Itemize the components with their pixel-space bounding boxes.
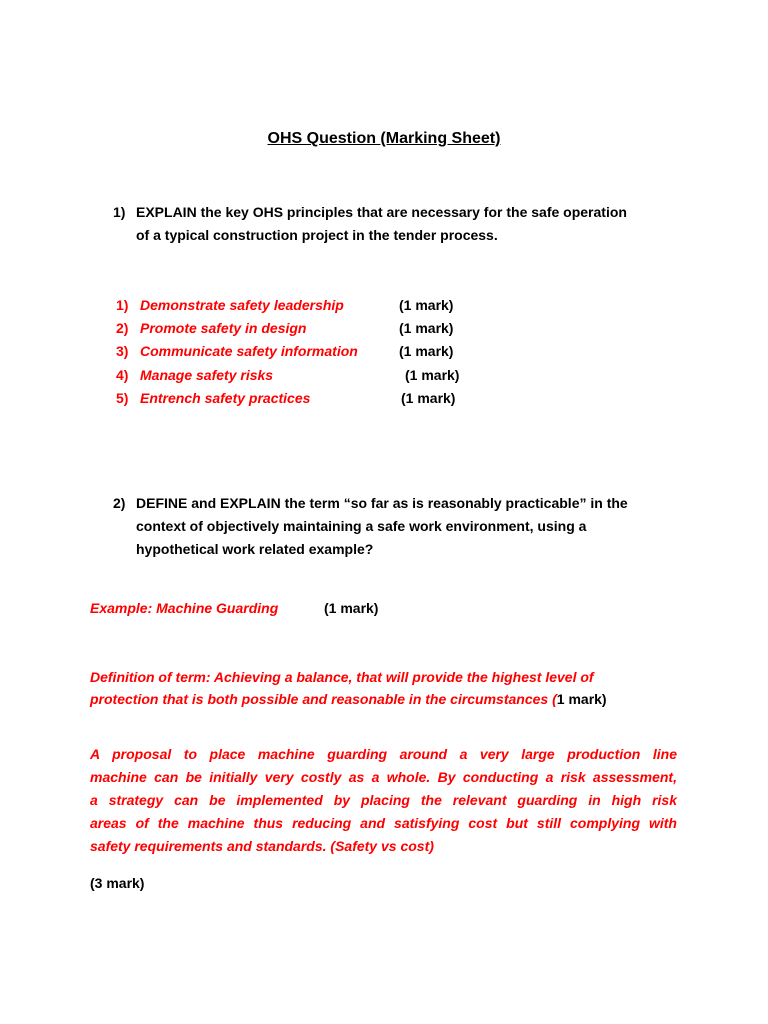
question-text: DEFINE and EXPLAIN the term “so far as is reasonably practicable” in the [136, 495, 628, 511]
answer-text: Entrench safety practices [140, 390, 311, 406]
definition-open-paren: ( [552, 691, 557, 707]
question-number: 2) [113, 495, 126, 511]
paragraph-line: areas of the machine thus reducing and satisfying cost but still complying with [90, 815, 677, 831]
answer-text: Demonstrate safety leadership [140, 297, 344, 313]
answer-mark: (1 mark) [399, 297, 454, 313]
definition-mark: 1 mark) [556, 691, 607, 707]
paragraph-mark: (3 mark) [90, 875, 145, 891]
answer-number: 3) [116, 343, 129, 359]
answer-mark: (1 mark) [399, 343, 454, 359]
question-text: context of objectively maintaining a safe work environment, using a [136, 518, 587, 534]
example-text: Example: Machine Guarding [90, 600, 279, 616]
paragraph-line: a strategy can be implemented by placing the relevant guarding in high risk [90, 792, 677, 808]
definition-text: Definition of term: Achieving a balance, that will provide the highest level of [90, 669, 594, 685]
answer-text: Manage safety risks [140, 367, 274, 383]
answer-text: Communicate safety information [140, 343, 358, 359]
answer-number: 4) [116, 367, 129, 383]
definition-text: protection that is both possible and reasonable in the circumstances [90, 691, 549, 707]
question-text: of a typical construction project in the tender process. [136, 227, 498, 243]
answer-text: Promote safety in design [140, 320, 307, 336]
answer-number: 1) [116, 297, 129, 313]
answer-mark: (1 mark) [399, 320, 454, 336]
answer-number: 2) [116, 320, 129, 336]
answer-number: 5) [116, 390, 129, 406]
definition-line-2 [90, 690, 607, 708]
paragraph-line: safety requirements and standards. (Safety vs cost) [90, 838, 434, 854]
answer-mark: (1 mark) [405, 367, 460, 383]
answer-mark: (1 mark) [401, 390, 456, 406]
question-text: EXPLAIN the key OHS principles that are necessary for the safe operation [136, 204, 627, 220]
example-mark: (1 mark) [324, 600, 379, 616]
paragraph-line: machine can be initially very costly as a whole. By conducting a risk assessment, [90, 769, 677, 785]
paragraph-line: A proposal to place machine guarding around a very large production line [90, 746, 677, 762]
question-text: hypothetical work related example? [136, 541, 374, 557]
question-number: 1) [113, 204, 126, 220]
page-title: OHS Question (Marking Sheet) [267, 130, 501, 147]
